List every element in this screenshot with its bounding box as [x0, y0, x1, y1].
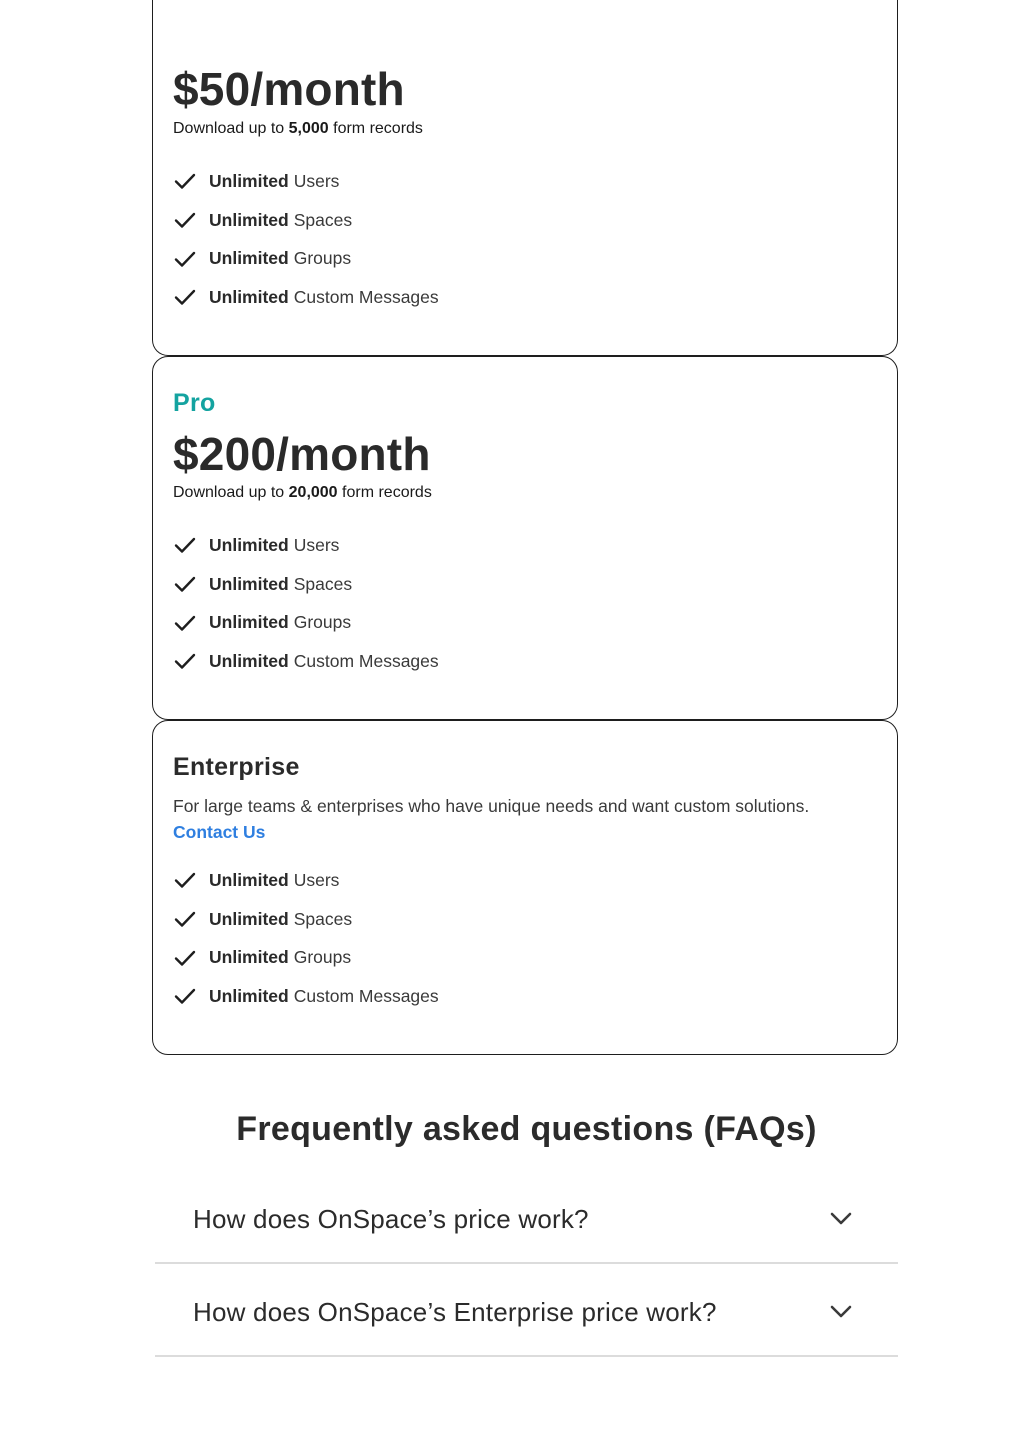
- plan-price: $200/month: [173, 428, 431, 480]
- plan-description: [173, 793, 813, 845]
- feature-item: [173, 938, 439, 977]
- record-limit-number: 5,000: [288, 120, 329, 137]
- checkmark-icon: [173, 946, 197, 970]
- checkmark-icon: [173, 649, 197, 673]
- feature-item: [173, 642, 439, 681]
- feature-list: [173, 861, 439, 1016]
- checkmark-icon: [173, 572, 197, 596]
- plan-card-pro: [152, 356, 898, 720]
- feature-item: [173, 603, 439, 642]
- chevron-down-icon[interactable]: [830, 1212, 852, 1226]
- checkmark-icon: [173, 907, 197, 931]
- record-limit-prefix: Download up to: [173, 484, 289, 501]
- feature-label: Users: [293, 170, 340, 191]
- feature-label: Spaces: [293, 908, 353, 929]
- plan-record-limit: [173, 484, 432, 502]
- faq-heading: Frequently asked questions (FAQs): [236, 1110, 817, 1148]
- faq-item[interactable]: [155, 1264, 898, 1357]
- checkmark-icon: [173, 611, 197, 635]
- record-limit-number: 20,000: [288, 484, 338, 501]
- record-limit-suffix: form records: [337, 484, 432, 501]
- faq-question[interactable]: How does OnSpace’s price work?: [193, 1204, 589, 1234]
- feature-item: [173, 239, 439, 278]
- feature-qualifier: Unlimited: [209, 985, 289, 1006]
- feature-qualifier: Unlimited: [209, 947, 289, 968]
- plan-record-limit: [173, 120, 423, 138]
- feature-qualifier: Unlimited: [209, 650, 289, 671]
- feature-item: [173, 565, 439, 604]
- plan-name: Enterprise: [173, 753, 300, 781]
- feature-item: [173, 278, 439, 317]
- feature-qualifier: Unlimited: [209, 612, 289, 633]
- feature-qualifier: Unlimited: [209, 869, 289, 890]
- checkmark-icon: [173, 247, 197, 271]
- checkmark-icon: [173, 169, 197, 193]
- feature-qualifier: Unlimited: [209, 534, 289, 555]
- plan-card-enterprise: [152, 720, 898, 1055]
- checkmark-icon: [173, 533, 197, 557]
- feature-qualifier: Unlimited: [209, 573, 289, 594]
- plan-description-text: For large teams & enterprises who have unique needs and want custom solutions.: [173, 796, 810, 816]
- feature-label: Groups: [293, 947, 352, 968]
- feature-item: [173, 900, 439, 939]
- record-limit-suffix: form records: [328, 120, 423, 137]
- plan-name: Pro: [173, 389, 216, 417]
- feature-qualifier: Unlimited: [209, 908, 289, 929]
- feature-label: Spaces: [293, 573, 353, 594]
- feature-label: Custom Messages: [293, 985, 439, 1006]
- feature-item: [173, 526, 439, 565]
- feature-label: Custom Messages: [293, 286, 439, 307]
- chevron-down-icon[interactable]: [830, 1305, 852, 1319]
- faq-item[interactable]: [155, 1171, 898, 1264]
- feature-label: Groups: [293, 248, 352, 269]
- plan-card-basic: [152, 0, 898, 356]
- feature-qualifier: Unlimited: [209, 209, 289, 230]
- feature-qualifier: Unlimited: [209, 170, 289, 191]
- checkmark-icon: [173, 868, 197, 892]
- feature-item: [173, 162, 439, 201]
- feature-label: Custom Messages: [293, 650, 439, 671]
- feature-label: Groups: [293, 612, 352, 633]
- feature-qualifier: Unlimited: [209, 286, 289, 307]
- plan-price: $50/month: [173, 63, 405, 115]
- feature-label: Spaces: [293, 209, 353, 230]
- faq-question[interactable]: How does OnSpace’s Enterprise price work?: [193, 1297, 717, 1327]
- checkmark-icon: [173, 285, 197, 309]
- contact-us-link[interactable]: Contact Us: [173, 822, 266, 842]
- feature-qualifier: Unlimited: [209, 248, 289, 269]
- feature-item: [173, 861, 439, 900]
- feature-item: [173, 201, 439, 240]
- feature-list: [173, 526, 439, 681]
- feature-label: Users: [293, 534, 340, 555]
- feature-item: [173, 977, 439, 1016]
- feature-label: Users: [293, 869, 340, 890]
- checkmark-icon: [173, 984, 197, 1008]
- checkmark-icon: [173, 208, 197, 232]
- record-limit-prefix: Download up to: [173, 120, 289, 137]
- feature-list: [173, 162, 439, 317]
